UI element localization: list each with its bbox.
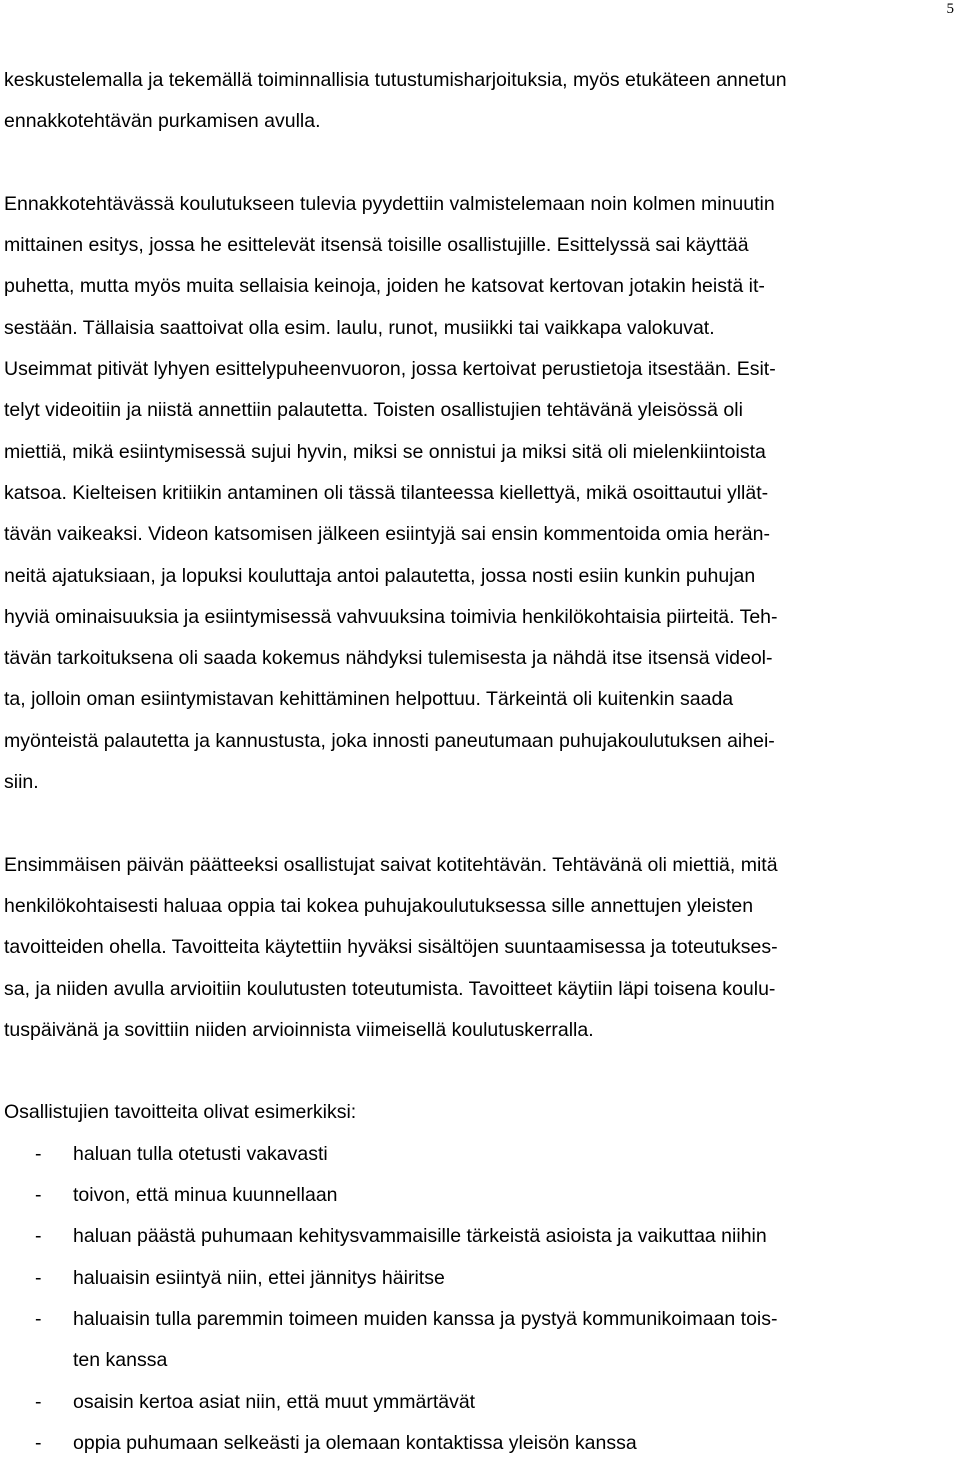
- text-line: ta, jolloin oman esiintymistavan kehittäminen helpottuu. Tärkeintä oli kuitenkin saada: [4, 688, 734, 711]
- list-dash: -: [35, 1225, 42, 1248]
- document-body: [4, 60, 956, 1464]
- list-item: [4, 1382, 956, 1423]
- page-number: 5: [946, 1, 954, 17]
- list-dash: -: [35, 1431, 42, 1454]
- goals-intro: [4, 1092, 956, 1133]
- goals-list: [4, 1134, 956, 1464]
- text-line: Osallistujien tavoitteita olivat esimerkiksi:: [4, 1101, 357, 1124]
- text-line: sestään. Tällaisia saattoivat olla esim. laulu, runot, musiikki tai vaikkapa valokuvat.: [4, 316, 715, 339]
- list-item-text: haluan päästä puhumaan kehitysvammaisille tärkeistä asioista ja vaikuttaa niihin: [73, 1225, 767, 1248]
- list-dash: -: [35, 1390, 42, 1413]
- text-line: Ensimmäisen päivän päätteeksi osallistujat saivat kotitehtävän. Tehtävänä oli miettiä, mitä: [4, 853, 778, 876]
- text-line: Ennakkotehtävässä koulutukseen tulevia pyydettiin valmistelemaan noin kolmen minuutin: [4, 192, 775, 215]
- list-item-text: haluaisin esiintyä niin, ettei jännitys häiritse: [73, 1266, 445, 1289]
- text-line: Useimmat pitivät lyhyen esittelypuheenvuoron, jossa kertoivat perustietoja itsestään. Esit-: [4, 358, 776, 381]
- paragraph-2: [4, 184, 956, 803]
- text-line: tävän vaikeaksi. Videon katsomisen jälkeen esiintyjä sai ensin kommentoida omia herän-: [4, 523, 770, 546]
- list-item-text: haluaisin tulla paremmin toimeen muiden kanssa ja pystyä kommunikoimaan tois-: [73, 1307, 778, 1330]
- list-item-text: ten kanssa: [73, 1349, 168, 1372]
- text-line: henkilökohtaisesti haluaa oppia tai kokea puhujakoulutuksessa sille annettujen yleisten: [4, 894, 754, 917]
- list-item: [4, 1216, 956, 1257]
- text-line: katsoa. Kielteisen kritiikin antaminen oli tässä tilanteessa kiellettyä, mikä osoittautui yllät-: [4, 481, 769, 504]
- text-line: myönteistä palautetta ja kannustusta, joka innosti paneutumaan puhujakoulutuksen aihei-: [4, 729, 775, 752]
- text-line: tavoitteiden ohella. Tavoitteita käytettiin hyväksi sisältöjen suuntaamisessa ja toteutukses-: [4, 936, 778, 959]
- list-item-text: toivon, että minua kuunnellaan: [73, 1184, 338, 1207]
- list-item: [4, 1134, 956, 1175]
- text-line: miettiä, mikä esiintymisessä sujui hyvin, miksi se onnistui ja miksi sitä oli mielenkiintoista: [4, 440, 766, 463]
- text-line: ennakkotehtävän purkamisen avulla.: [4, 110, 321, 133]
- text-line: neitä ajatuksiaan, ja lopuksi kouluttaja antoi palautetta, jossa nosti esiin kunkin puhujan: [4, 564, 756, 587]
- paragraph-1: [4, 60, 956, 143]
- list-item: [4, 1299, 956, 1382]
- paragraph-3: [4, 845, 956, 1051]
- list-item: [4, 1175, 956, 1216]
- text-line: puhetta, mutta myös muita sellaisia keinoja, joiden he katsovat kertovan jotakin heistä it-: [4, 275, 765, 298]
- text-line: keskustelemalla ja tekemällä toiminnallisia tutustumisharjoituksia, myös etukäteen annetun: [4, 69, 787, 91]
- text-line: tävän tarkoituksena oli saada kokemus nähdyksi tulemisesta ja nähdä itse itsensä videol-: [4, 647, 773, 670]
- list-dash: -: [35, 1142, 42, 1165]
- list-dash: -: [35, 1307, 42, 1330]
- text-line: tuspäivänä ja sovittiin niiden arvioinnista viimeisellä koulutuskerralla.: [4, 1018, 594, 1041]
- list-item-text: oppia puhumaan selkeästi ja olemaan kontaktissa yleisön kanssa: [73, 1431, 637, 1454]
- list-item-text: osaisin kertoa asiat niin, että muut ymmärtävät: [73, 1390, 476, 1413]
- list-dash: -: [35, 1266, 42, 1289]
- list-item: [4, 1423, 956, 1464]
- list-dash: -: [35, 1184, 42, 1207]
- text-line: sa, ja niiden avulla arvioitiin koulutusten toteutumista. Tavoitteet käytiin läpi toisena koulu-: [4, 977, 776, 1000]
- list-item-text: haluan tulla otetusti vakavasti: [73, 1142, 328, 1165]
- text-line: hyviä ominaisuuksia ja esiintymisessä vahvuuksina toimivia henkilökohtaisia piirteitä. Teh-: [4, 605, 778, 628]
- text-line: siin.: [4, 771, 39, 794]
- text-line: mittainen esitys, jossa he esittelevät itsensä toisille osallistujille. Esittelyssä sai käyttää: [4, 234, 749, 257]
- list-item: [4, 1258, 956, 1299]
- text-line: telyt videoitiin ja niistä annettiin palautetta. Toisten osallistujien tehtävänä yleisössä oli: [4, 399, 743, 422]
